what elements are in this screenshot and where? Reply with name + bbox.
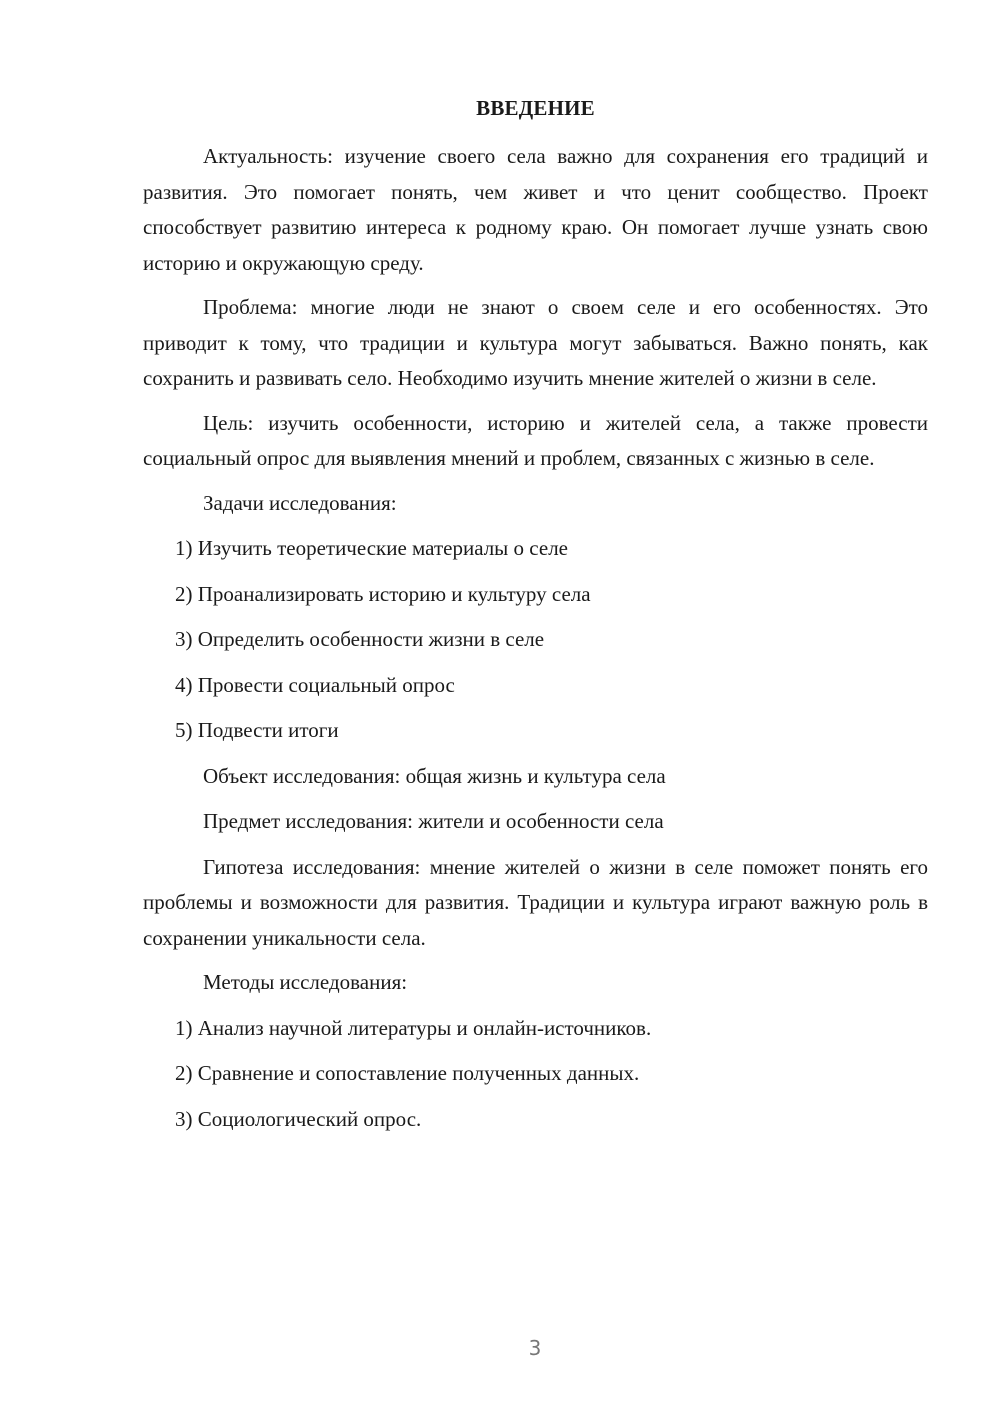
document-page — [143, 96, 928, 1147]
relevance-paragraph: Актуальность: изучение своего села важно для сохранения его традиций и развития. Это помогает понять, чем живет и что ценит сообщество. Проект способствует развитию интереса к родному краю. Он помогает лучше узнать свою историю и окружающую среду. — [143, 144, 928, 275]
page-number: 3 — [528, 1336, 542, 1360]
method-item: 3) Социологический опрос. — [175, 1106, 422, 1131]
goal-paragraph: Цель: изучить особенности, историю и жителей села, а также провести социальный опрос для выявления мнений и проблем, связанных с жизнью в селе. — [143, 410, 928, 470]
task-item: 4) Провести социальный опрос — [175, 672, 455, 697]
research-object: Объект исследования: общая жизнь и культура села — [203, 763, 666, 788]
method-item: 1) Анализ научной литературы и онлайн-источников. — [175, 1015, 652, 1040]
methods-heading: Методы исследования: — [203, 970, 408, 994]
section-title: ВВЕДЕНИЕ — [476, 96, 595, 120]
methods-list — [143, 1011, 928, 1138]
tasks-list — [143, 531, 928, 749]
research-subject: Предмет исследования: жители и особенности села — [203, 809, 664, 833]
hypothesis-paragraph: Гипотеза исследования: мнение жителей о жизни в селе поможет понять его проблемы и возможности для развития. Традиции и культура играют важную роль в сохранении уникальности села. — [143, 854, 928, 950]
task-item: 2) Проанализировать историю и культуру села — [175, 581, 591, 606]
task-item: 1) Изучить теоретические материалы о селе — [175, 536, 568, 560]
tasks-heading: Задачи исследования: — [203, 490, 397, 515]
task-item: 5) Подвести итоги — [175, 718, 339, 742]
task-item: 3) Определить особенности жизни в селе — [175, 627, 545, 651]
method-item: 2) Сравнение и сопоставление полученных данных. — [175, 1061, 640, 1085]
problem-paragraph: Проблема: многие люди не знают о своем селе и его особенностях. Это приводит к тому, что традиции и культура могут забываться. Важно понять, как сохранить и развивать село. Необходимо изучить мнение жителей о жизни в селе. — [143, 295, 928, 390]
